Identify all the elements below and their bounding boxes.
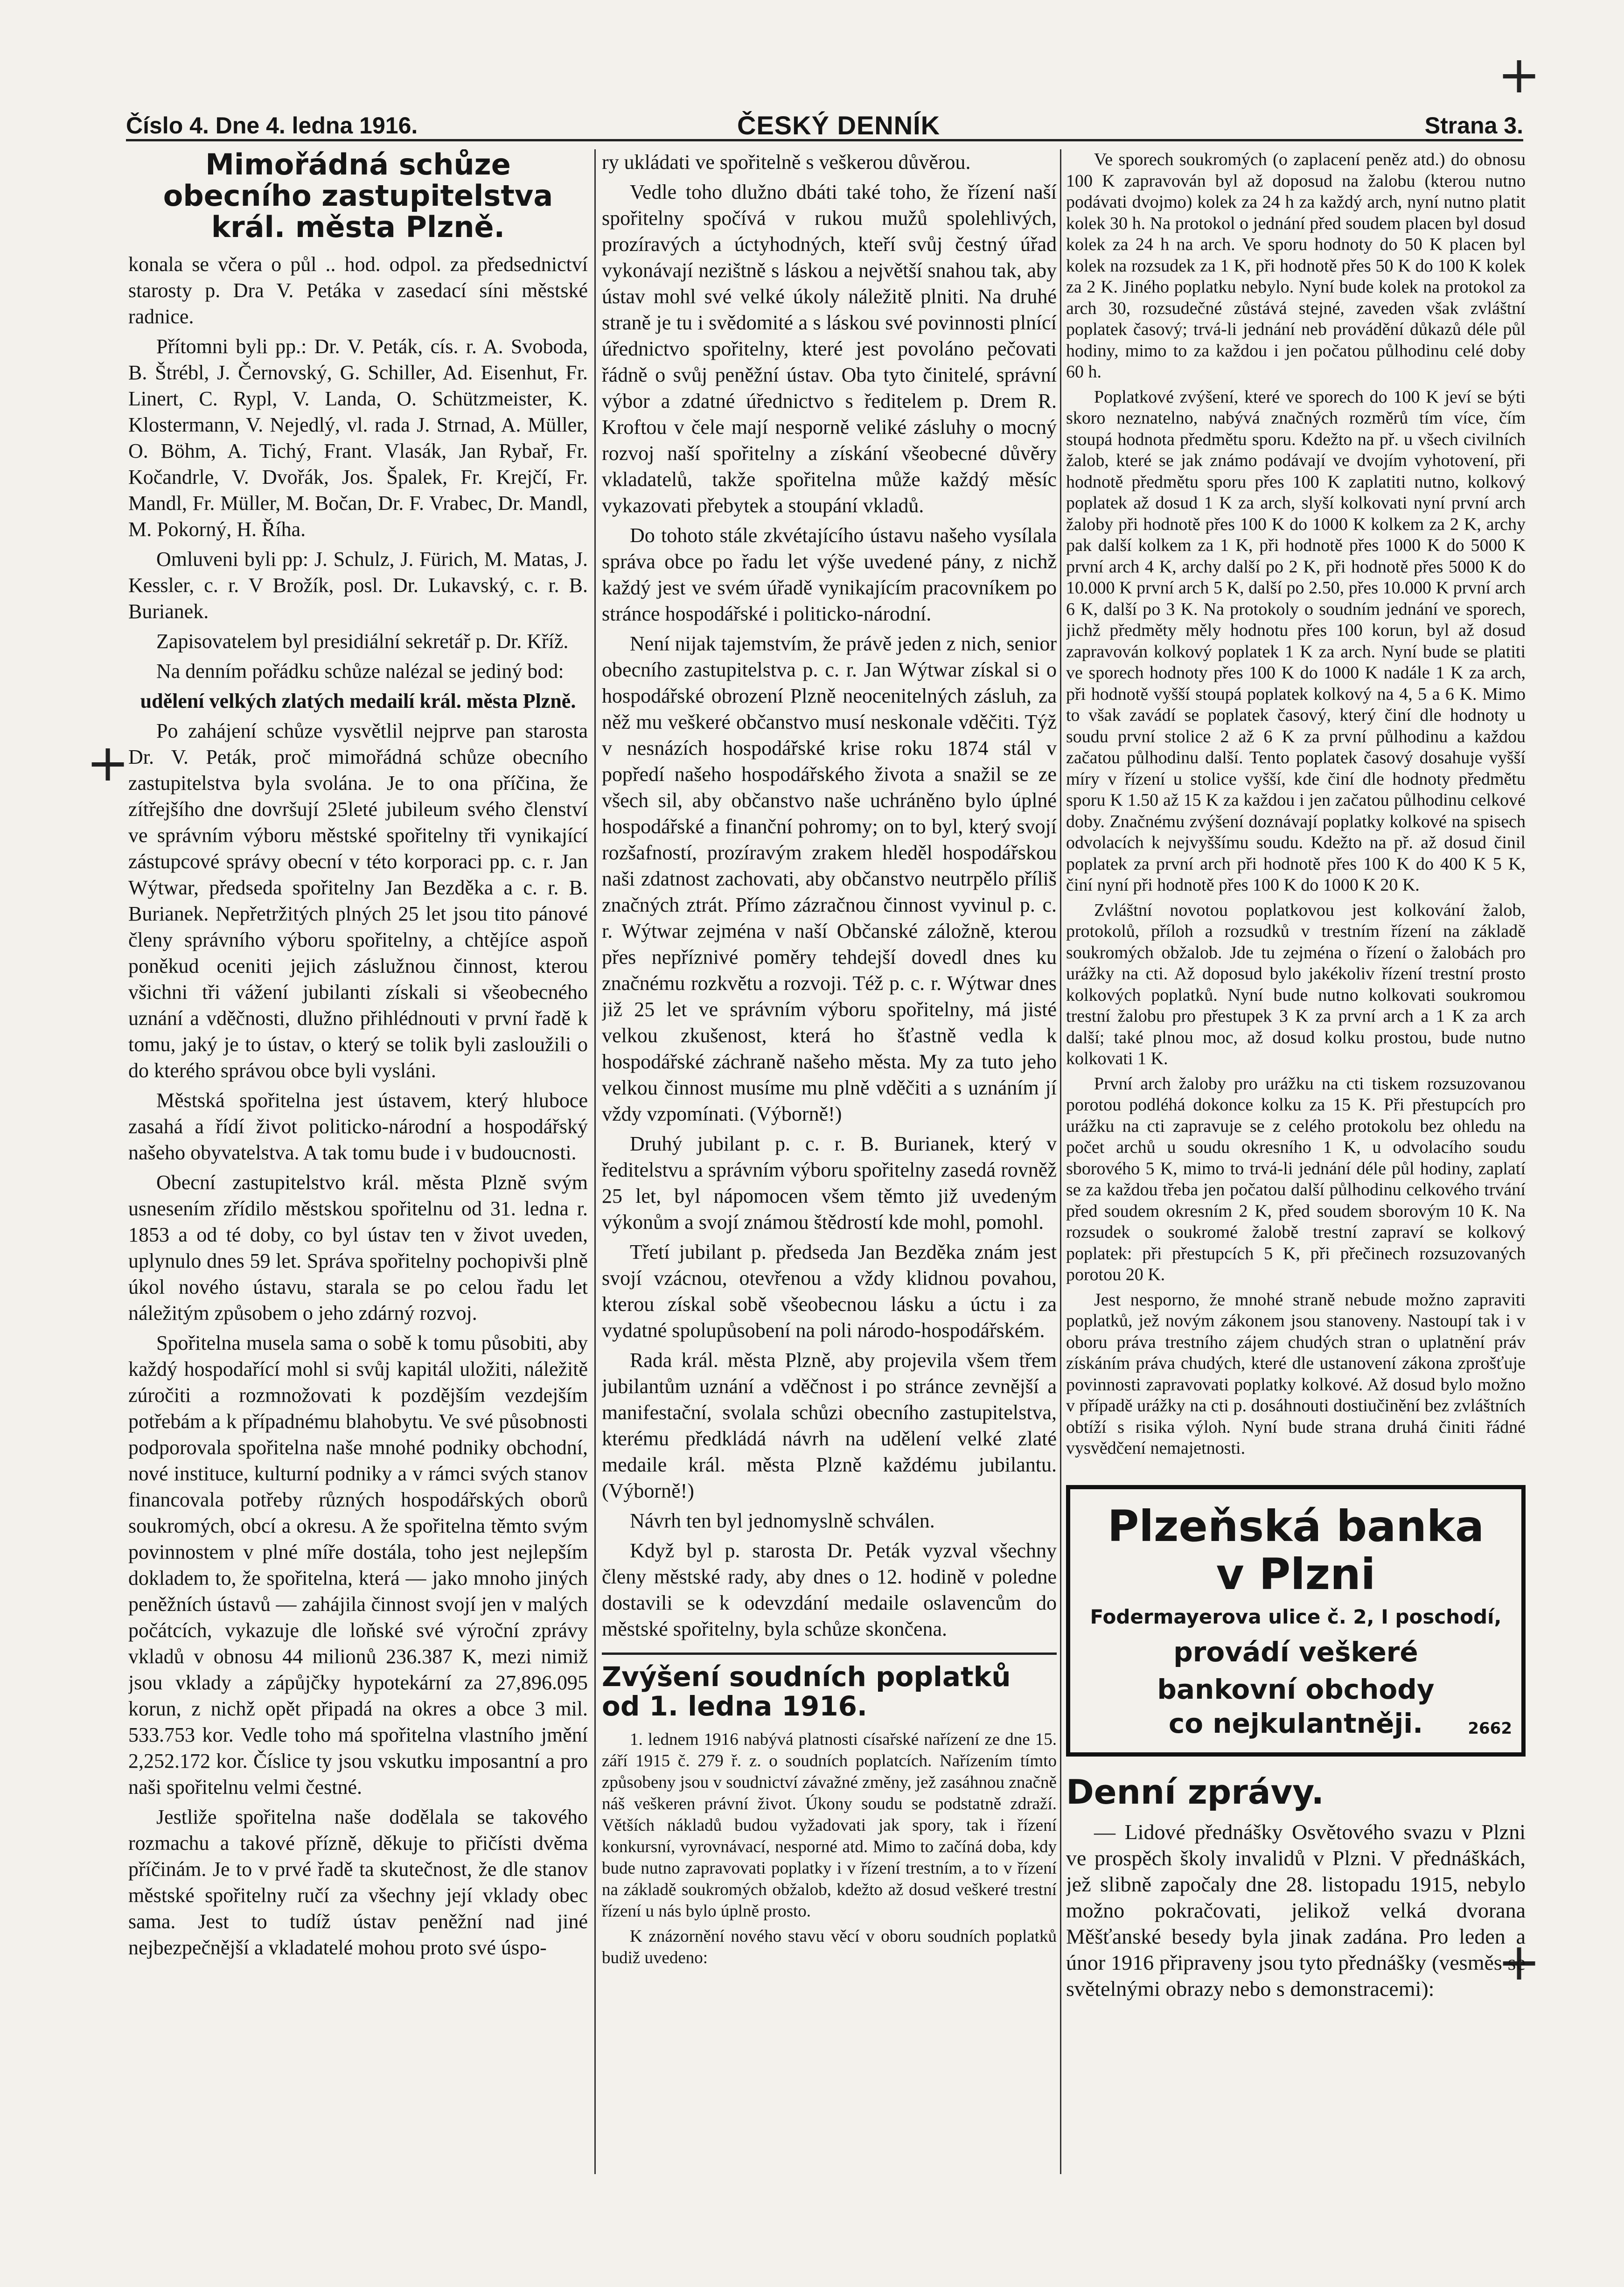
article-paragraph: Městská spořitelna jest ústavem, který hluboce zasahá a řídí život politicko-národní a hospodářský našeho obyvatelstva. A tak tomu bude i v budoucnosti. <box>128 1088 588 1164</box>
article-paragraph: Rada král. města Plzně, aby projevila všem třem jubilantům uznání a vděčnost i po stránce zevnější a manifestační, svolala schůzi obecního zastupitelstva, kterému předkládá návrh na udělení velké zlaté medaile král. města Plzně každému jubilantu. (Výborně!) <box>602 1349 1057 1502</box>
article-paragraph: Omluveni byli pp: J. Schulz, J. Fürich, M. Matas, J. Kessler, c. r. V Brožík, posl. Dr. Lukavský, c. r. B. Burianek. <box>128 547 588 623</box>
ad-bank-city: v Plzni <box>1216 1549 1376 1599</box>
article-paragraph: ry ukládati ve spořitelně s veškerou důvěrou. <box>602 151 971 174</box>
masthead: ČESKÝ DENNÍK <box>737 111 941 140</box>
section-divider <box>602 1652 1057 1655</box>
agenda-item: udělení velkých zlatých medailí král. města Plzně. <box>140 689 576 712</box>
page-number: Strana 3. <box>1424 112 1523 139</box>
article-paragraph: Na denním pořádku schůze nalézal se jediný bod: <box>156 659 564 683</box>
registration-mark-icon: + <box>86 733 130 793</box>
column-divider <box>1060 149 1061 2174</box>
article-paragraph: Zvláštní novotou poplatkovou jest kolkování žalob, protokolů, příloh a rozsudků v trestním řízení na základě soukromých obžalob. Jde tu zejména o řízení o žalobách pro urážky na cti. Až doposud bylo jakékoliv řízení trestní prosto kolkových poplatků. Nyní bude nutno kolkovati soukromou trestní žalobu pro přestupek 3 K za první arch a 1 K za arch další; také plnou moc, až dosud kolku prostou, bude nutno kolkovati 1 K. <box>1066 900 1526 1068</box>
article-paragraph: Když byl p. starosta Dr. Peták vyzval všechny členy městské rady, aby dnes o 12. hodině v poledne dostavili se k odevzdání medaile oslavencům do městské spořitelny, byla schůze skončena. <box>602 1539 1057 1640</box>
issue-date: Číslo 4. Dne 4. ledna 1916. <box>126 112 418 139</box>
article-paragraph: Návrh ten byl jednomyslně schválen. <box>630 1509 935 1532</box>
bank-advertisement <box>1066 1485 1526 1757</box>
ad-line-text: co nejkulantněji. <box>1168 1707 1423 1739</box>
article-paragraph: Zapisovatelem byl presidiální sekretář p. Dr. Kříž. <box>156 629 569 653</box>
article-paragraph: Po zahájení schůze vysvětlil nejprve pan starosta Dr. V. Peták, proč mimořádná schůze obecního zastupitelstva byla svolána. Je to ona příčina, že zítřejšího dne dovršují 25leté jubileum svého členství ve správním výboru městské spořitelny tři vynikající zástupcové správy obecní v této korporaci pp. c. r. Jan Wýtwar, předseda spořitelny Jan Bezděka a c. r. B. Burianek. Nepřetržitých plných 25 let jsou tito pánové členy správního výboru spořitelny, a chtějíce aspoň poněkud oceniti jejich záslužnou činnost, kterou všichni tři vážení jubilanti získali si všeobecného uznání a vděčnosti, dlužno přihlédnouti v první řadě k tomu, jaký je to ústav, o který se tolik byli zasloužili o do kterého správou obce byli vysláni. <box>128 719 588 1082</box>
column-3 <box>1066 149 1526 2006</box>
article-paragraph: Není nijak tajemstvím, že právě jeden z nich, senior obecního zastupitelstva p. c. r. Jan Wýtwar získal si o hospodářské obrození Plzně neocenitelných zásluh, za něž mu veškeré občanstvo musí neskonale vděčiti. Týž v nesnázích hospodářské krise roku 1874 stál v popředí našeho hospodářského života a snažil se ze všech sil, aby občanstvo naše uchráněno bylo úplné hospodářské a finanční pohromy; on to byl, který svojí rozšafností, prozíravým zrakem hleděl hospodářskou naši zdatnost zachovati, aby občanstvo neutrpělo příliš značných ztrát. Přímo zázračnou činnost vyvinul p. c. r. Wýtwar zejména v naší Občanské záložně, kterou přes nepříznivé poměry tehdejší dovedl dnes ku značnému rozkvětu a rozvoji. Též p. c. r. Wýtwar dnes již 25 let ve správním výboru spořitelny, má jisté velkou zkušenost, která ho šťastně vedla k hospodářské záchraně našeho města. My za tuto jeho velkou činnost musíme mu plně vděčiti a s uznáním jí vždy vzpomínati. (Výborně!) <box>602 632 1057 1125</box>
article-paragraph: Třetí jubilant p. předseda Jan Bezděka znám jest svojí vzácnou, otevřenou a vždy klidnou povahou, kterou získal sobě všeobecnou lásku a úctu i za vydatné spolupůsobení na poli národo-hospodářském. <box>602 1241 1057 1342</box>
article-paragraph: Přítomni byli pp.: Dr. V. Peták, cís. r. A. Svoboda, B. Štrébl, J. Černovský, G. Schiller, Ad. Eisenhut, Fr. Linert, C. Rypl, V. Landa, O. Schützmeister, K. Klostermann, V. Nejedlý, vl. rada J. Strnad, A. Müller, O. Böhm, A. Tichý, Frant. Vlasák, Jan Rybař, Fr. Kočandrle, V. Dvořák, Jos. Špalek, Fr. Krejčí, Fr. Mandl, Fr. Müller, M. Bočan, Dr. F. Vrabec, Dr. Mandl, M. Pokorný, H. Říha. <box>128 335 588 541</box>
news-paragraph: — Lidové přednášky Osvětového svazu v Plzni ve prospěch školy invalidů v Plzni. V přednáškách, jež slibně započaly dne 28. listopadu 1915, nebylo možno pokračovati, jelikož velká dvorana Měšťanské besedy byla jinak zadána. Pro leden a únor 1916 připraveny jsou tyto přednášky (vesměs se světelnými obrazy nebo s demonstracemi): <box>1066 1820 1526 2001</box>
ad-line <box>1080 1707 1512 1741</box>
article-title: Zvýšení soudních poplatků od 1. ledna 1916. <box>602 1661 1011 1722</box>
registration-mark-icon: + <box>1498 1932 1541 1992</box>
article-paragraph: Spořitelna musela sama o sobě k tomu působiti, aby každý hospodařící mohl si svůj kapitál uložiti, náležitě zúročiti a rozmnožovati k pozdějším vezdejším potřebám a k případnému blahobytu. Ve své působnosti podporovala spořitelna naše mnohé podniky obchodní, nové instituce, kulturní podniky a v rámci svých stanov financovala potřeby různých hospodářských oborů soukromých, obcí a okresu. A že spořitelna těmto svým povinnostem v plné míře dostála, toho jest nejlepším dokladem to, že spořitelna, která — jako mnoho jiných peněžních ústavů — zahájila činnost svojí jen v malých počátcích, vykazuje dle loňské své výroční zprávy vkladů v obnosu 44 milionů 236.387 K, mezi nimiž jsou vklady a zápůjčky hypotekární za 27,896.095 korun, z nichž opět připadá na okres a obce 3 mil. 533.753 kor. Vedle toho má spořitelna vlastního jmění 2,252.172 kor. Číslice ty jsou vskutku imposantní a pro naši spořitelnu velmi čestné. <box>128 1331 588 1799</box>
registration-mark-icon: + <box>1498 45 1541 105</box>
page-header <box>126 106 1523 141</box>
article-paragraph: Do tohoto stále zkvétajícího ústavu našeho vysílala správa obce po řadu let výše uvedené pány, z nichž každý jest ve svém úřadě vynikajícím pracovníkem po stránce hospodářské i politicko-národní. <box>602 524 1057 625</box>
article-paragraph: Vedle toho dlužno dbáti také toho, že řízení naší spořitelny spočívá v rukou mužů spolehlivých, prozíravých a úctyhodných, kteří svůj čestný úřad vykonávají nezištně s láskou a největší snahou tak, aby ústav mohl své velké úkoly náležitě plniti. Na druhé straně je tu i svědomité a s láskou své povinnosti plnící úřednictvo spořitelny, které jest povoláno pečovati řádně o svůj peněžní ústav. Oba tyto činitelé, správní výbor a zdatné úřednictvo s ředitelem p. Drem R. Kroftou v čele mají nesporně veliké zásluhy o mocný rozvoj naší spořitelny a získání všeobecné důvěry vkladatelů, takže spořitelna může každý měsíc vykazovati přebytek a stoupání vkladů. <box>602 181 1057 517</box>
article-paragraph: První arch žaloby pro urážku na cti tiskem rozsuzovanou porotou podléhá dokonce kolku za 15 K. Při přestupcích pro urážku na cti zapravuje se z celého protokolu bez ohledu na počet archů u soudu okresního 1 K, u odvolacího soudu sborového 5 K, mimo to trvá-li jednání déle půl hodiny, zaplatí se za každou třeba jen počatou další půlhodinu celkového trvání před soudem okresním 2 K, před soudem sborovým 10 K. Na rozsudek o soukromé žalobě trestní zapraví se kolkový poplatek: při přestupcích 5 K, při přečinech rozsuzovaných porotou 20 K. <box>1066 1074 1526 1284</box>
article-paragraph: 1. lednem 1916 nabývá platnosti císařské nařízení ze dne 15. září 1915 č. 279 ř. z. o soudních poplatcích. Nařízením tímto způsobeny jsou v soudnictví závažné změny, jež zasáhnou značně náš veškeren právní život. Úkony soudu se podstatně zdraží. Větších nákladů budou vyžadovati jak spory, tak i řízení konkursní, vyrovnávací, nesporné atd. Mimo to začíná doba, kdy bude nutno zapravovati poplatky i v řízení trestním, a to v řízení na základě soukromých obžalob, kdežto až dosud veškeré trestní řízení u nás bylo úplně prosto. <box>602 1730 1057 1921</box>
article-paragraph: Poplatkové zvýšení, které ve sporech do 100 K jeví se býti skoro neznatelno, nabývá značných rozměrů tím více, čím stoupá hodnota předmětu sporu. Kdežto na př. u všech civilních žalob, které se jak známo podávají ve dvojím vyhotovení, při hodnotě předmětu sporu přes 100 K zaplatiti nutno, kolkový poplatek až dosud 1 K za arch, slyší kolkovati nyní první arch žaloby při hodnotě přes 100 K do 1000 K kolkem za 2 K, archy pak další kolkem za 1 K, při hodnotě přes 1000 K do 5000 K první arch 4 K, archy další po 2 K, při hodnotě přes 5000 K do 10.000 K první arch 5 K, další po 2.50, přes 10.000 K první arch 6 K, další po 3 K. Na protokoly o soudním jednání ve sporech, jichž předměty měly hodnotu přes 100 korun, byl až dosud zapravován kolkový poplatek 1 K za arch. Nyní bude se platiti ve sporech hodnoty přes 100 K do 1000 K nadále 1 K za arch, při hodnotě vyšší stoupá poplatek kolkový na 4, 5 a 6 K. Mimo to však zavádí se poplatek časový, který činí dle hodnoty u soudu první stolice 2 až 6 K za první půlhodinu a každou začatou půlhodinu další. Tento poplatek časový dosahuje vyšší míry v řízení u stolice vyšší, kde činí dle hodnoty předmětu sporu K 1.50 až 15 K za každou i jen začatou půlhodinu celkové doby. Značnému zvýšení doznávají poplatky kolkové na spisech odvolacích k nejvyššímu soudu. Kdežto na př. až dosud činil poplatek za první arch při hodnotě přes 100 K do 400 K 5 K, činí nyní při hodnotě přes 100 K do 1000 K 20 K. <box>1066 387 1526 895</box>
ad-number: 2662 <box>1468 1719 1512 1738</box>
article-paragraph: K znázornění nového stavu věcí v oboru soudních poplatků budiž uvedeno: <box>602 1927 1057 1968</box>
section-title: Denní zprávy. <box>1066 1772 1324 1812</box>
article-paragraph: Ve sporech soukromých (o zaplacení peněz atd.) do obnosu 100 K zapravován byl až doposud na žalobu (kterou nutno podávati dvojmo) kolek za 24 h za každý arch, nyní nutno platit kolek 30 h. Na protokol o jednání před soudem placen byl dosud kolek za 24 h na arch. Ve sporu hodnoty do 50 K placen byl kolek na rozsudek za 1 K, při hodnotě přes 50 K do 100 K kolek za 2 K. Jiného poplatku nebylo. Nyní bude kolek na protokol za arch 30, rozsudečné zůstává stejné, zaveden však zvláštní poplatek časový; trvá-li jednání neb provádění důkazů déle půl hodiny, mimo to za každou i jen počatou půlhodinu celé doby 60 h. <box>1066 150 1526 382</box>
article-paragraph: konala se včera o půl .. hod. odpol. za předsednictví starosty p. Dra V. Petáka v zasedací síni městské radnice. <box>128 252 588 328</box>
column-divider <box>594 149 596 2174</box>
column-2 <box>602 149 1057 2179</box>
article-paragraph: Druhý jubilant p. c. r. B. Burianek, který v ředitelstvu a správním výboru spořitelny zasedá rovněž 25 let, byl nápomocen všem těmto již uvedeným výkonům a svojí známou štědrostí kde mohl, pomohl. <box>602 1132 1057 1234</box>
ad-line: provádí veškeré <box>1173 1636 1418 1668</box>
ad-address: Fodermayerova ulice č. 2, I poschodí, <box>1090 1605 1502 1628</box>
article-paragraph: Obecní zastupitelstvo král. města Plzně svým usnesením zřídilo městskou spořitelnu od 31. ledna r. 1853 a od té doby, co byl ústav ten v život uveden, uplynulo dnes 59 let. Správa spořitelny pochopivši plně úkol nového ústavu, starala se po celou řadu let náležitým způsobem o jeho zdárný rozvoj. <box>128 1171 588 1325</box>
article-paragraph: Jestliže spořitelna naše dodělala se takového rozmachu a takové přízně, děkuje to přičísti dvěma příčinám. Je to v prvé řadě ta skutečnost, že dle stanov městské spořitelny ručí za všechny její vklady obec sama. Jest to tudíž ústav peněžní nad jiné nejbezpečnější a vkladatelé mohou proto své úspo- <box>128 1805 588 1959</box>
column-1 <box>128 149 588 2179</box>
article-title: Mimořádná schůze obecního zastupitelstva král. města Plzně. <box>163 149 553 244</box>
ad-bank-name: Plzeňská banka <box>1107 1501 1485 1551</box>
ad-line: bankovní obchody <box>1157 1673 1435 1706</box>
article-paragraph: Jest nesporno, že mnohé straně nebude možno zapraviti poplatků, jež novým zákonem jsou stanoveny. Nastoupí tak i v oboru práva trestního zájem chudých stran o uplatnění práv získáním práva chudých, které dle ustanovení zákona zprošťuje povinnosti zapravovati poplatky kolkové. Až dosud bylo možno v případě urážky na cti p. dosáhnouti dostiučinění bez zvláštních obtíží s risika výloh. Nyní bude strana druhá činiti řádné vysvědčení nemajetnosti. <box>1066 1290 1526 1458</box>
